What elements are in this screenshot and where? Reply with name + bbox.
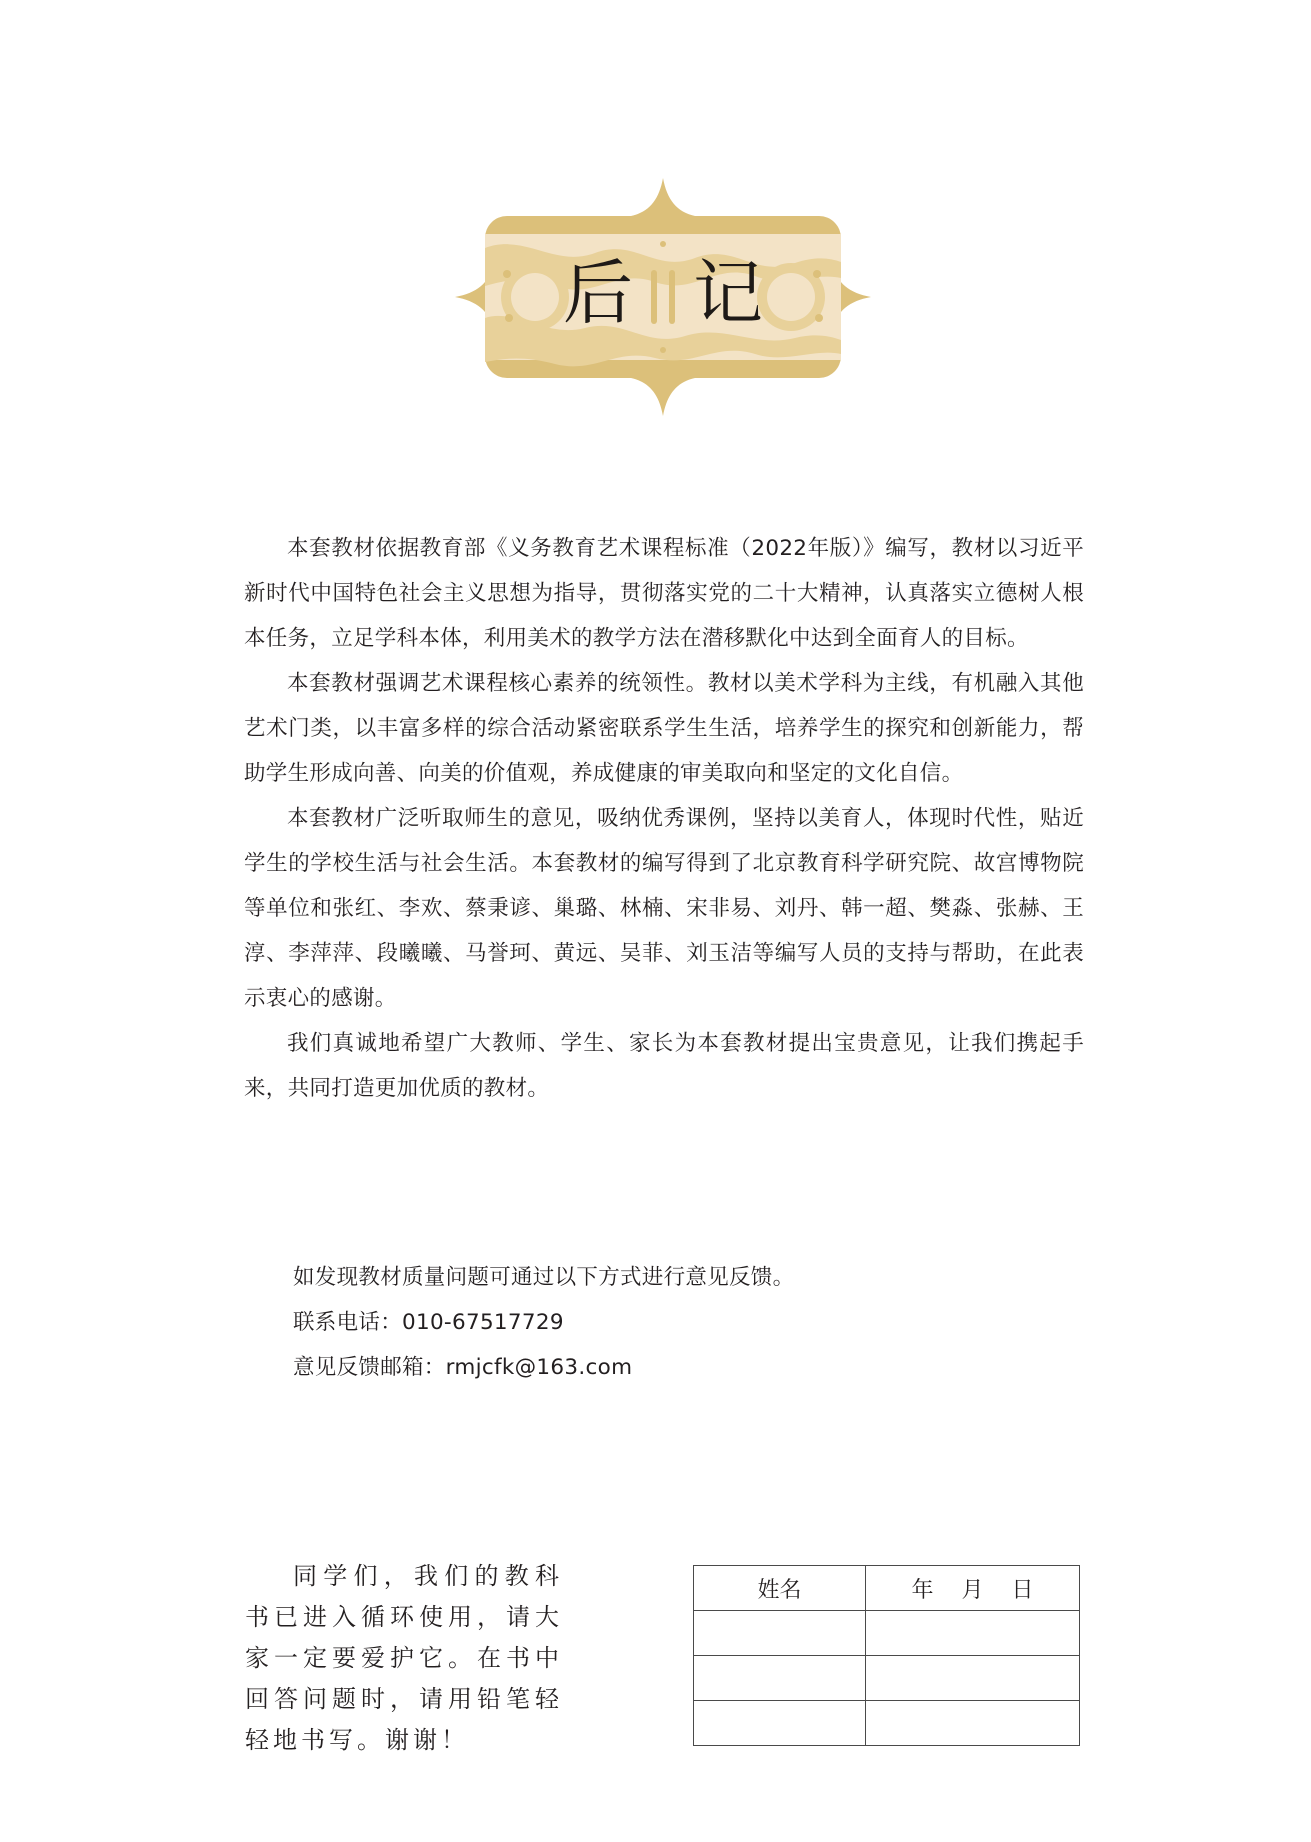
- feedback-info: [293, 1255, 794, 1390]
- day-label: 日: [1011, 1577, 1034, 1603]
- textbook-record-table: [693, 1565, 1080, 1746]
- paragraph: 本套教材广泛听取师生的意见，吸纳优秀课例，坚持以美育人，体现时代性，贴近学生的学校生活与社会生活。本套教材的编写得到了北京教育科学研究院、故宫博物院等单位和张红、李欢、蔡秉谚、巢璐、林楠、宋非易、刘丹、韩一超、樊淼、张赫、王淳、李萍萍、段曦曦、马誉珂、黄远、吴菲、刘玉洁等编写人员的支持与帮助，在此表示衷心的感谢。: [244, 806, 1084, 1011]
- month-label: 月: [961, 1577, 984, 1603]
- page-title: 后记: [563, 252, 823, 334]
- name-header: 姓名: [694, 1566, 866, 1611]
- name-cell[interactable]: [694, 1701, 866, 1746]
- feedback-intro: 如发现教材质量问题可通过以下方式进行意见反馈。: [293, 1265, 795, 1290]
- afterword-body: [244, 526, 1084, 1111]
- date-header: [866, 1566, 1080, 1611]
- paragraph: 本套教材强调艺术课程核心素养的统领性。教材以美术学科为主线，有机融入其他艺术门类，以丰富多样的综合活动紧密联系学生生活，培养学生的探究和创新能力，帮助学生形成向善、向美的价值观，养成健康的审美取向和坚定的文化自信。: [244, 671, 1084, 786]
- name-cell[interactable]: [694, 1611, 866, 1656]
- feedback-email: 意见反馈邮箱：rmjcfk@163.com: [293, 1355, 633, 1380]
- feedback-phone: 联系电话：010-67517729: [293, 1310, 564, 1335]
- date-cell[interactable]: [866, 1611, 1080, 1656]
- student-notice: 同学们，我们的教科书已进入循环使用，请大家一定要爱护它。在书中回答问题时，请用铅笔轻轻地书写。谢谢！: [245, 1562, 563, 1754]
- year-label: 年: [911, 1577, 934, 1603]
- date-cell[interactable]: [866, 1656, 1080, 1701]
- name-cell[interactable]: [694, 1656, 866, 1701]
- paragraph: 我们真诚地希望广大教师、学生、家长为本套教材提出宝贵意见，让我们携起手来，共同打造更加优质的教材。: [244, 1031, 1084, 1101]
- paragraph: 本套教材依据教育部《义务教育艺术课程标准（2022年版）》编写，教材以习近平新时代中国特色社会主义思想为指导，贯彻落实党的二十大精神，认真落实立德树人根本任务，立足学科本体，利用美术的教学方法在潜移默化中达到全面育人的目标。: [244, 536, 1084, 651]
- date-cell[interactable]: [866, 1701, 1080, 1746]
